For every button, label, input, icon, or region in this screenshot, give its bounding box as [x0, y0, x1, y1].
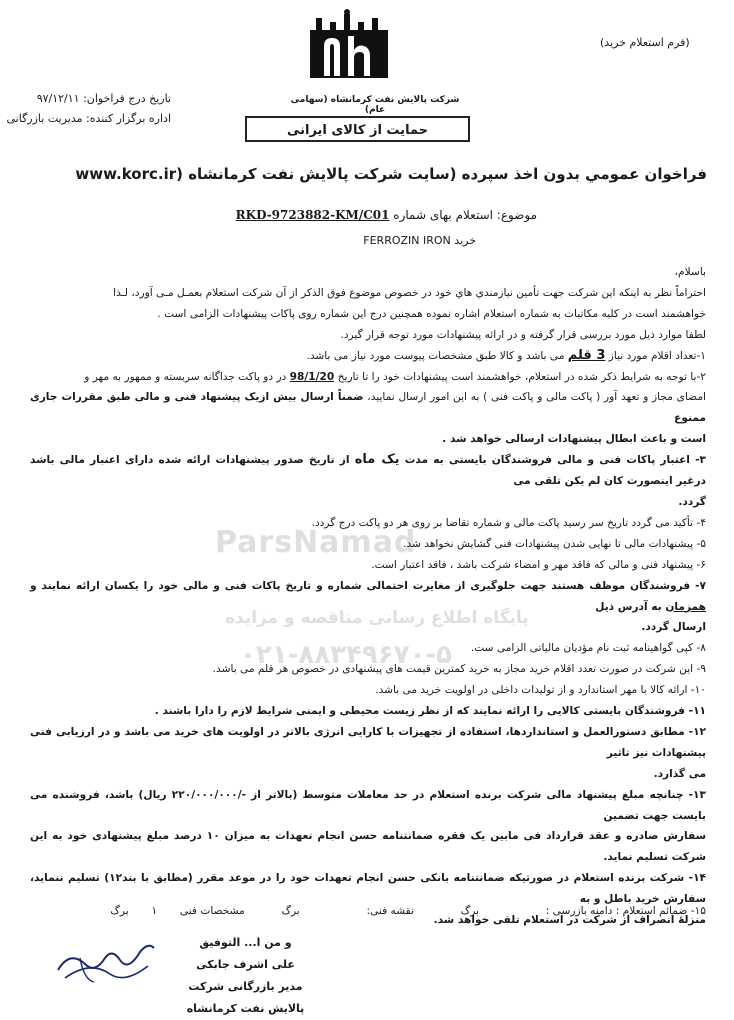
subject-label: موضوع: استعلام بهای شماره — [393, 208, 537, 222]
item-13-cont: سفارش صادره و عقد قرارداد فی مابین یک فقره ضمانتنامه حسن انجام تعهدات به میزان ۱۰ درصد مبلغ پیشنهادی خود به این شرکت تسلیم نماید. — [30, 830, 706, 864]
purchase-item: خرید FERROZIN IRON — [363, 234, 476, 247]
item-text: به آدرس ذیل — [595, 600, 662, 613]
map-label: نقشه فنی: — [366, 905, 414, 917]
watermark-text: ParsNamad — [215, 525, 417, 560]
attachments-label: ۱۵- ضمائم استعلام : دامنه بازرسی : — [545, 905, 706, 917]
item-13: ۱۳- چنانچه مبلغ پیشنهاد مالی شرکت برنده استعلام در حد معاملات متوسط (بالاتر از -/۲۲۰/۰۰۰/۰۰۰ ریال) باشد، فروشنده می بایست جهت تضمین — [30, 788, 706, 822]
intro-line: احتراماً نظر به اینکه این شرکت جهت تأمین نیازمندي هاي خود در خصوص موضوع فوق الذکر از آن شرکت استعلام بعمـل مـی آورد، لـذا — [113, 286, 706, 299]
company-logo — [300, 8, 400, 83]
greeting: باسلام، — [674, 266, 706, 278]
item-9: ۹- این شرکت در صورت تعدد اقلام خرید مجاز به خرید کمترین قیمت های پیشنهادی در خصوص هر قلم می باشد. — [212, 663, 706, 676]
publish-date: تاریخ درج فراخوان: ۹۷/۱۲/۱۱ — [36, 92, 171, 105]
item-text: می باشد و کالا طبق مشخصات پیوست مورد نیاز می باشد. — [306, 349, 565, 362]
item-2 — [30, 367, 706, 388]
subject-line — [236, 208, 537, 222]
spec-label: مشخصات فنی — [179, 905, 245, 917]
item-8: ۸- کپی گواهینامه ثبت نام مؤدیان مالیاتی الزامی ست. — [470, 642, 706, 655]
item-14-end: منزلهٔ انصراف از شرکت در استعلام تلقی خواهد شد. — [433, 914, 706, 927]
item-12: ۱۲- مطابق دستورالعمل و استانداردها، استفاده از تجهیزات با کارایی انرژی بالاتر در اولویت های خرید می باشد و در ارزیابی فنی پیشنهادات نیز تاثیر — [30, 725, 706, 759]
item-text: امضای مجاز و تعهد آور ( پاکت مالی و پاکت فنی ) به این امور ارسال نمایید، — [367, 391, 706, 404]
item-text: در دو پاکت جداگانه سربسته و ممهور به مهر و — [84, 370, 287, 383]
item-11: ۱۱- فروشندگان بایستی کالایی را ارائه نمایند که از نظر زیست محیطی و ایمنی شرایط لازم را دارا باشند . — [154, 705, 706, 718]
item-1 — [30, 346, 706, 367]
iran-goods-banner: حمایت از کالای ایرانی — [245, 116, 470, 142]
item-text: ۲-با توجه به شرایط ذکر شده در استعلام، خواهشمند است پیشنهادات خود را تا تاریخ — [337, 370, 706, 383]
deadline-date: 98/1/20 — [289, 370, 335, 383]
item-4: ۴- تأکید می گردد تاریخ سر رسید پاکت مالی و شماره تقاضا بر روی هر دو پاکت درج گردد. — [311, 516, 706, 529]
signer-name: علی اشرف جابکی — [196, 958, 295, 971]
organizer-department: اداره برگزار کننده: مدیریت بازرگانی — [6, 112, 171, 125]
item-2-end: است و باعث ابطال پیشنهادات ارسالی خواهد شد . — [442, 433, 706, 446]
intro-line: لطفا موارد ذیل مورد بررسی قرار گرفته و در ارائه پیشنهادات مورد توجه قرار گیرد. — [340, 328, 706, 341]
page-title: فراخوان عمومي بدون اخذ سپرده (سايت شركت پالايش نفت كرمانشاه (www.korc.ir — [75, 165, 707, 183]
item-2-cont — [30, 387, 706, 429]
signer-title: مدیر بازرگانی شرکت پالایش نفت کرمانشاه — [186, 980, 305, 1015]
item-text: از تاریخ صدور پیشنهادات ارائه شده دارای اعتبار مالی باشد درغیر اینصورت کان لم یکن تلقی می — [30, 454, 706, 488]
item-7-end: ارسال گردد. — [641, 621, 706, 634]
intro-line: خواهشمند است در کلیه مکاتبات به شماره استعلام اشاره نموده همچنین درج این شماره روی پاکات پیشنهادات الزامی است . — [157, 307, 706, 320]
inquiry-body — [30, 262, 706, 931]
item-10: ۱۰- ارائه کالا با مهر استاندارد و از تولیدات داخلی در اولویت خرید می باشد. — [375, 684, 706, 697]
item-text: ۳- اعتبار پاکات فنی و مالی فروشندگان بایستی به مدت — [404, 454, 706, 467]
item-3 — [30, 450, 706, 492]
item-5: ۵- پیشنهادات مالی تا نهایی شدن پیشنهادات فنی گشایش نخواهد شد. — [403, 537, 706, 550]
item-14: ۱۴- شرکت برنده استعلام در صورتیکه ضمانتنامه بانکی حسن انجام تعهدات خود را در موعد مقرر (مطابق با بند۱۲) تسلیم ننماید، سفارش خرید باطل و به — [30, 872, 706, 906]
sheet-label: برگ — [460, 905, 479, 917]
company-name: شرکت پالایش نفت کرمانشاه (سهامی عام) — [290, 95, 460, 115]
item-text: ۷- فروشندگان موظف هستند جهت جلوگیری از مغایرت احتمالی شماره و تاریخ پاکات فنی و مالی خود را یکسان ارائه نمایند و — [30, 579, 706, 592]
item-3-end: گردد. — [678, 495, 706, 508]
attachments-line — [90, 905, 706, 917]
handwritten-signature — [50, 930, 160, 990]
item-text: ۱-تعداد اقلام مورد نیاز — [608, 349, 706, 362]
sheet-label: برگ — [281, 905, 300, 917]
closing-phrase: و من ا... التوفیق — [199, 936, 292, 949]
watermark-phone: ۰۲۱-۸۸۳۴۹۶۷۰-۵ — [240, 640, 453, 670]
item-quantity: 3 قلم — [567, 347, 606, 363]
sheet-label: برگ — [110, 905, 129, 917]
spec-count: ۱ — [151, 905, 158, 917]
item-7 — [30, 576, 706, 618]
item-text-bold: ضمناً ارسال بیش ازیک پیشنهاد فنی و مالی طبق مقررات جاری ممنوع — [30, 391, 706, 425]
inquiry-code: RKD-9723882-KM/C01 — [235, 208, 390, 222]
signature-block — [178, 932, 313, 1020]
watermark-subtitle: پایگاه اطلاع رسانی مناقصه و مزایده — [225, 608, 529, 628]
item-6: ۶- پیشنهاد فنی و مالی که فاقد مهر و امضاء شرکت باشد ، فاقد اعتبار است. — [371, 558, 706, 571]
validity-period: یک ماه — [354, 452, 400, 468]
item-12-end: می گذارد. — [653, 767, 706, 780]
form-type-label: (فرم استعلام خرید) — [600, 36, 690, 49]
item-emphasis: همزمان — [665, 600, 706, 613]
